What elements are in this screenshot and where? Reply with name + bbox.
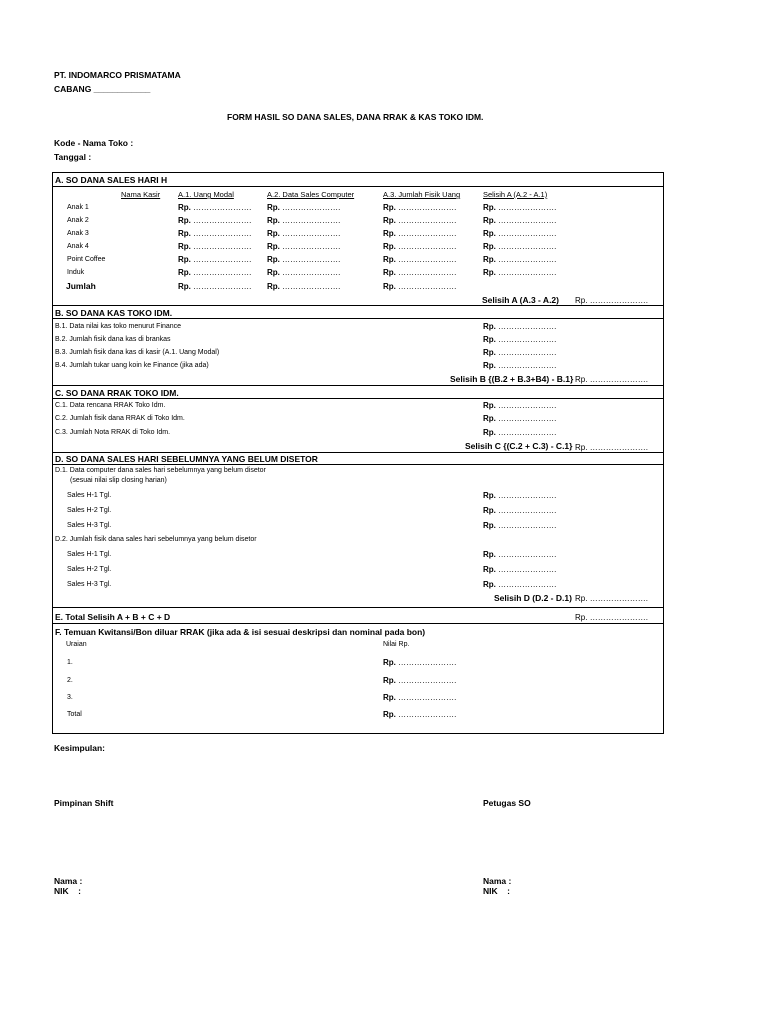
amount-blank: …………………. [398, 242, 457, 251]
item-label: C.3. Jumlah Nota RRAK di Toko Idm. [55, 429, 171, 436]
amount-field[interactable] [267, 268, 340, 277]
receipt-row-label: Total [67, 711, 82, 718]
selisih-d-value[interactable] [575, 594, 648, 603]
column-header-description: Uraian [66, 641, 87, 648]
rp-label: Rp. [575, 296, 588, 305]
rp-label: Rp. [483, 401, 496, 410]
rp-label: Rp. [267, 268, 280, 277]
amount-blank: …………………. [398, 268, 457, 277]
amount-field[interactable] [483, 216, 556, 225]
selisih-a-label: Selisih A (A.3 - A.2) [482, 295, 559, 305]
so-officer-label: Petugas SO [483, 798, 531, 808]
amount-field[interactable] [267, 242, 340, 251]
amount-blank: …………………. [282, 203, 341, 212]
amount-field[interactable] [483, 348, 556, 357]
amount-blank: …………………. [398, 216, 457, 225]
section-f-title: F. Temuan Kwitansi/Bon diluar RRAK (jika ada & isi sesuai deskripsi dan nominal pada bon) [55, 627, 426, 637]
rp-label: Rp. [178, 255, 191, 264]
rp-label: Rp. [483, 335, 496, 344]
left-nik-label: NIK : [54, 886, 81, 896]
branch-label: CABANG ____________ [54, 84, 151, 94]
rp-label: Rp. [575, 613, 588, 622]
total-label: Jumlah [66, 281, 96, 291]
amount-field[interactable] [383, 216, 456, 225]
right-nik-label: NIK : [483, 886, 510, 896]
amount-blank: …………………. [193, 268, 252, 277]
amount-field[interactable] [383, 676, 456, 685]
item-label: B.2. Jumlah fisik dana kas di brankas [55, 336, 171, 343]
amount-blank: …………………. [498, 203, 557, 212]
amount-blank: …………………. [589, 296, 648, 305]
rp-label: Rp. [483, 322, 496, 331]
amount-blank: …………………. [498, 229, 557, 238]
rp-label: Rp. [383, 693, 396, 702]
rp-label: Rp. [267, 203, 280, 212]
amount-blank: …………………. [589, 613, 648, 622]
rp-label: Rp. [483, 428, 496, 437]
d1-description: D.1. Data computer dana sales hari sebelumnya yang belum disetor [55, 467, 266, 474]
divider [52, 385, 663, 386]
amount-blank: …………………. [398, 282, 457, 291]
amount-field[interactable] [483, 521, 556, 530]
amount-field[interactable] [383, 229, 456, 238]
amount-blank: …………………. [498, 335, 557, 344]
amount-field[interactable] [483, 229, 556, 238]
sales-day-label: Sales H-2 Tgl. [67, 507, 112, 514]
divider [52, 623, 663, 624]
amount-field[interactable] [483, 401, 556, 410]
column-header: A.2. Data Sales Computer [267, 190, 355, 199]
rp-label: Rp. [483, 216, 496, 225]
amount-field[interactable] [178, 216, 251, 225]
amount-field[interactable] [178, 255, 251, 264]
rp-label: Rp. [267, 229, 280, 238]
rp-label: Rp. [383, 710, 396, 719]
amount-field[interactable] [483, 491, 556, 500]
amount-field[interactable] [178, 229, 251, 238]
amount-field[interactable] [178, 203, 251, 212]
amount-blank: …………………. [589, 443, 648, 452]
rp-label: Rp. [383, 658, 396, 667]
amount-field[interactable] [383, 203, 456, 212]
section-a-title: A. SO DANA SALES HARI H [55, 175, 168, 185]
selisih-d-label: Selisih D (D.2 - D.1) [494, 593, 572, 603]
amount-blank: …………………. [193, 229, 252, 238]
shift-leader-label: Pimpinan Shift [54, 798, 114, 808]
amount-field[interactable] [267, 203, 340, 212]
amount-field[interactable] [267, 255, 340, 264]
amount-field[interactable] [383, 282, 456, 291]
amount-blank: …………………. [498, 401, 557, 410]
amount-field[interactable] [383, 710, 456, 719]
row-label: Anak 2 [67, 217, 89, 224]
sales-day-label: Sales H-3 Tgl. [67, 581, 112, 588]
rp-label: Rp. [383, 203, 396, 212]
right-name-label: Nama : [483, 876, 512, 886]
amount-blank: …………………. [282, 242, 341, 251]
rp-label: Rp. [178, 229, 191, 238]
amount-blank: …………………. [282, 229, 341, 238]
column-header: A.1. Uang Modal [178, 190, 234, 199]
divider [52, 186, 663, 187]
amount-blank: …………………. [498, 361, 557, 370]
row-label: Induk [67, 269, 85, 276]
amount-blank: …………………. [498, 550, 557, 559]
rp-label: Rp. [383, 255, 396, 264]
amount-blank: …………………. [498, 506, 557, 515]
amount-field[interactable] [483, 268, 556, 277]
receipt-row-label: 1. [67, 659, 73, 666]
column-header: Selisih A (A.2 - A.1) [483, 190, 548, 199]
rp-label: Rp. [383, 216, 396, 225]
amount-blank: …………………. [498, 242, 557, 251]
rp-label: Rp. [483, 565, 496, 574]
amount-field[interactable] [483, 550, 556, 559]
rp-label: Rp. [483, 242, 496, 251]
rp-label: Rp. [267, 242, 280, 251]
receipt-row-label: 2. [67, 677, 73, 684]
sales-day-label: Sales H-1 Tgl. [67, 492, 112, 499]
rp-label: Rp. [383, 282, 396, 291]
item-label: B.1. Data nilai kas toko menurut Finance [55, 323, 182, 330]
rp-label: Rp. [178, 282, 191, 291]
company-name: PT. INDOMARCO PRISMATAMA [54, 70, 181, 80]
amount-blank: …………………. [498, 414, 557, 423]
column-header-value: Nilai Rp. [383, 641, 410, 648]
rp-label: Rp. [178, 216, 191, 225]
receipt-row-label: 3. [67, 694, 73, 701]
amount-field[interactable] [483, 414, 556, 423]
rp-label: Rp. [383, 676, 396, 685]
rp-label: Rp. [267, 282, 280, 291]
amount-field[interactable] [178, 242, 251, 251]
amount-field[interactable] [178, 268, 251, 277]
item-label: B.3. Jumlah fisik dana kas di kasir (A.1. Uang Modal) [55, 349, 220, 356]
rp-label: Rp. [383, 242, 396, 251]
rp-label: Rp. [178, 203, 191, 212]
sales-day-label: Sales H-2 Tgl. [67, 566, 112, 573]
rp-label: Rp. [483, 506, 496, 515]
amount-blank: …………………. [398, 255, 457, 264]
rp-label: Rp. [483, 580, 496, 589]
amount-blank: …………………. [193, 216, 252, 225]
conclusion-label: Kesimpulan: [54, 743, 106, 753]
amount-blank: …………………. [498, 348, 557, 357]
amount-blank: …………………. [498, 255, 557, 264]
amount-blank: …………………. [498, 521, 557, 530]
amount-blank: …………………. [498, 580, 557, 589]
amount-blank: …………………. [398, 658, 457, 667]
amount-field[interactable] [267, 216, 340, 225]
d1-note: (sesuai nilai slip closing harian) [70, 477, 167, 484]
amount-blank: …………………. [193, 255, 252, 264]
row-label: Anak 4 [67, 243, 89, 250]
selisih-b-label: Selisih B {(B.2 + B.3+B4) - B.1} [450, 374, 574, 384]
amount-field[interactable] [383, 658, 456, 667]
amount-blank: …………………. [193, 282, 252, 291]
amount-blank: …………………. [589, 594, 648, 603]
amount-field[interactable] [483, 203, 556, 212]
rp-label: Rp. [483, 521, 496, 530]
rp-label: Rp. [575, 594, 588, 603]
column-header: Nama Kasir [121, 190, 161, 199]
form-box [52, 172, 664, 734]
item-label: C.2. Jumlah fisik dana RRAK di Toko Idm. [55, 415, 185, 422]
amount-field[interactable] [383, 255, 456, 264]
rp-label: Rp. [483, 414, 496, 423]
amount-blank: …………………. [498, 216, 557, 225]
column-header: A.3. Jumlah Fisik Uang [383, 190, 461, 199]
rp-label: Rp. [178, 268, 191, 277]
amount-field[interactable] [483, 506, 556, 515]
rp-label: Rp. [178, 242, 191, 251]
form-title: FORM HASIL SO DANA SALES, DANA RRAK & KAS TOKO IDM. [227, 112, 484, 122]
amount-blank: …………………. [498, 268, 557, 277]
row-label: Point Coffee [67, 256, 106, 263]
rp-label: Rp. [483, 550, 496, 559]
amount-blank: …………………. [398, 710, 457, 719]
item-label: C.1. Data rencana RRAK Toko Idm. [55, 402, 166, 409]
d2-description: D.2. Jumlah fisik dana sales hari sebelumnya yang belum disetor [55, 536, 257, 543]
rp-label: Rp. [483, 348, 496, 357]
amount-blank: …………………. [498, 565, 557, 574]
amount-field[interactable] [383, 268, 456, 277]
rp-label: Rp. [383, 268, 396, 277]
store-code-label: Kode - Nama Toko : [54, 138, 134, 148]
amount-field[interactable] [383, 693, 456, 702]
amount-blank: …………………. [193, 242, 252, 251]
rp-label: Rp. [483, 229, 496, 238]
amount-blank: …………………. [193, 203, 252, 212]
divider [52, 464, 663, 465]
amount-field[interactable] [483, 361, 556, 370]
amount-blank: …………………. [498, 428, 557, 437]
amount-blank: …………………. [282, 268, 341, 277]
amount-field[interactable] [383, 242, 456, 251]
total-selisih-value[interactable] [575, 613, 648, 622]
amount-blank: …………………. [498, 322, 557, 331]
rp-label: Rp. [483, 203, 496, 212]
amount-field[interactable] [483, 580, 556, 589]
amount-blank: …………………. [398, 693, 457, 702]
amount-field[interactable] [178, 282, 251, 291]
section-b-title: B. SO DANA KAS TOKO IDM. [55, 308, 173, 318]
amount-field[interactable] [267, 229, 340, 238]
rp-label: Rp. [575, 375, 588, 384]
sales-day-label: Sales H-3 Tgl. [67, 522, 112, 529]
rp-label: Rp. [483, 268, 496, 277]
rp-label: Rp. [575, 443, 588, 452]
selisih-a-value[interactable] [575, 296, 648, 305]
sales-day-label: Sales H-1 Tgl. [67, 551, 112, 558]
amount-blank: …………………. [398, 676, 457, 685]
rp-label: Rp. [483, 255, 496, 264]
date-label: Tanggal : [54, 152, 92, 162]
amount-field[interactable] [483, 242, 556, 251]
rp-label: Rp. [383, 229, 396, 238]
amount-field[interactable] [483, 565, 556, 574]
rp-label: Rp. [483, 491, 496, 500]
rp-label: Rp. [267, 255, 280, 264]
amount-blank: …………………. [498, 491, 557, 500]
item-label: B.4. Jumlah tukar uang koin ke Finance (jika ada) [55, 362, 209, 369]
section-c-title: C. SO DANA RRAK TOKO IDM. [55, 388, 179, 398]
amount-blank: …………………. [282, 282, 341, 291]
amount-field[interactable] [267, 282, 340, 291]
section-e-title: E. Total Selisih A + B + C + D [55, 612, 171, 622]
selisih-b-value[interactable] [575, 375, 648, 384]
amount-blank: …………………. [282, 255, 341, 264]
divider [52, 452, 663, 453]
amount-blank: …………………. [282, 216, 341, 225]
row-label: Anak 3 [67, 230, 89, 237]
divider [52, 318, 663, 319]
divider [52, 398, 663, 399]
rp-label: Rp. [267, 216, 280, 225]
selisih-c-label: Selisih C {(C.2 + C.3) - C.1} [465, 441, 573, 451]
amount-blank: …………………. [589, 375, 648, 384]
amount-blank: …………………. [398, 203, 457, 212]
section-d-title: D. SO DANA SALES HARI SEBELUMNYA YANG BELUM DISETOR [55, 454, 318, 464]
amount-field[interactable] [483, 428, 556, 437]
divider [52, 607, 663, 608]
divider [52, 305, 663, 306]
amount-blank: …………………. [398, 229, 457, 238]
selisih-c-value[interactable] [575, 443, 648, 452]
row-label: Anak 1 [67, 204, 89, 211]
rp-label: Rp. [483, 361, 496, 370]
amount-field[interactable] [483, 322, 556, 331]
amount-field[interactable] [483, 335, 556, 344]
amount-field[interactable] [483, 255, 556, 264]
left-name-label: Nama : [54, 876, 83, 886]
